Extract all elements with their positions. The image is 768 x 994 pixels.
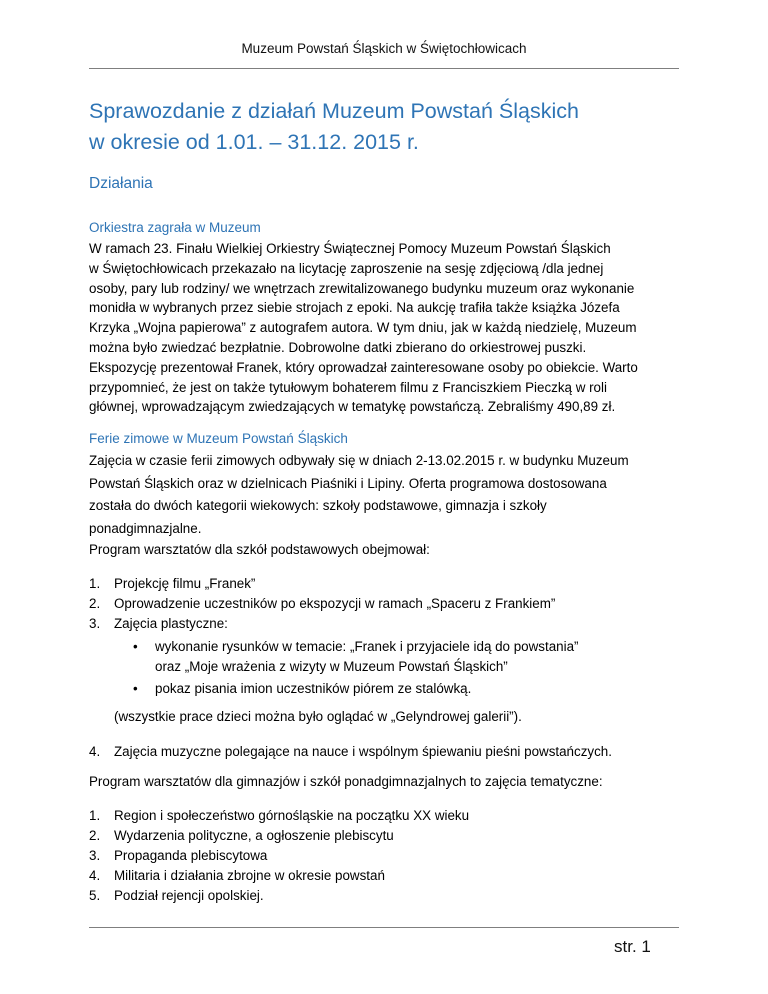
list-text: Propaganda plebiscytowa (114, 848, 268, 863)
primary-program-list-continued (89, 742, 689, 762)
bullet-icon: • (133, 639, 138, 654)
orchestra-heading: Orkiestra zagrała w Muzeum (89, 220, 261, 235)
list-text: Zajęcia plastyczne: (114, 616, 228, 631)
secondary-program-intro: Program warsztatów dla gimnazjów i szkół ponadgimnazjalnych to zajęcia tematyczne: (89, 774, 603, 789)
paragraph-line: przypomnieć, że jest on także tytułowym bohaterem filmu z Franciszkiem Pieczką w roli (89, 379, 607, 395)
bullet-continuation (155, 657, 695, 677)
list-number: 4. (89, 868, 101, 883)
running-header: Muzeum Powstań Śląskich w Świętochłowicach (241, 41, 527, 56)
footer-divider (89, 927, 679, 928)
section-heading: Działania (89, 175, 153, 192)
primary-program-list (89, 574, 689, 634)
list-number: 3. (89, 616, 101, 631)
list-item (89, 806, 689, 826)
bullet-text: oraz „Moje wrażenia z wizyty w Muzeum Powstań Śląskich” (155, 658, 508, 674)
list-number: 1. (89, 576, 101, 591)
list-text: Region i społeczeństwo górnośląskie na początku XX wieku (114, 808, 470, 823)
bullet-item (133, 637, 695, 657)
list-item (89, 866, 689, 886)
list-item (89, 826, 689, 846)
bullet-item (133, 679, 695, 699)
art-activities-list (133, 637, 695, 699)
list-number: 4. (89, 744, 101, 759)
list-text: Militaria i działania zbrojne w okresie powstań (114, 868, 385, 883)
list-number: 2. (89, 828, 101, 843)
paragraph-line: Powstań Śląskich oraz w dzielnicach Piaśniki i Lipiny. Oferta programowa dostosowana (89, 475, 607, 491)
list-text: Podział rejencji opolskiej. (114, 888, 264, 903)
paragraph-line: Zajęcia w czasie ferii zimowych odbywały się w dniach 2-13.02.2015 r. w budynku Muzeum (89, 453, 629, 468)
list-number: 1. (89, 808, 101, 823)
list-number: 2. (89, 596, 101, 611)
paragraph-line: ponadgimnazjalne. (89, 520, 202, 536)
page-number: str. 1 (614, 937, 651, 956)
paragraph-line: została do dwóch kategorii wiekowych: szkoły podstawowe, gimnazja i szkoły (89, 498, 547, 514)
paragraph-line: Ekspozycję prezentował Franek, który oprowadzał zainteresowane osoby po obiekcie. Warto (89, 359, 638, 375)
paragraph-line: w Świętochłowicach przekazało na licytację zaproszenie na sesję zdjęciową /dla jednej (89, 260, 604, 276)
paragraph-line: W ramach 23. Finału Wielkiej Orkiestry Świątecznej Pomocy Muzeum Powstań Śląskich (89, 241, 611, 256)
bullet-text: pokaz pisania imion uczestników piórem ze stalówką. (155, 681, 472, 696)
list-text: Projekcję filmu „Franek” (114, 576, 256, 591)
list-item (89, 886, 689, 906)
primary-program-intro: Program warsztatów dla szkół podstawowych obejmował: (89, 542, 430, 557)
paragraph-line: głównej, wprowadzającym zwiedzających w tematykę powstańczą. Zebraliśmy 490,89 zł. (89, 399, 616, 415)
header-divider (89, 68, 679, 69)
document-title (89, 96, 689, 158)
list-number: 3. (89, 848, 101, 863)
list-text: Wydarzenia polityczne, a ogłoszenie plebiscytu (114, 828, 394, 843)
paragraph-line: monidła w wybranych przez siebie strojach z epoki. Na aukcję trafiła także książka Józefa (89, 300, 620, 316)
bullet-icon: • (133, 681, 138, 696)
list-number: 5. (89, 888, 101, 903)
list-text: Oprowadzenie uczestników po ekspozycji w ramach „Spaceru z Frankiem” (114, 596, 556, 611)
orchestra-paragraph (89, 239, 689, 417)
winter-heading: Ferie zimowe w Muzeum Powstań Śląskich (89, 431, 348, 446)
title-line-2: w okresie od 1.01. – 31.12. 2015 r. (89, 130, 419, 154)
secondary-program-list (89, 806, 689, 906)
paragraph-line: Krzyka „Wojna papierowa” z autografem autora. W tym dniu, jak w każdą niedzielę, Muzeum (89, 320, 637, 336)
winter-paragraph (89, 450, 689, 540)
list-text: Zajęcia muzyczne polegające na nauce i wspólnym śpiewaniu pieśni powstańczych. (114, 744, 612, 759)
list-item (89, 846, 689, 866)
list-item (89, 614, 689, 634)
gallery-note: (wszystkie prace dzieci można było oglądać w „Gelyndrowej galerii”). (114, 709, 522, 724)
bullet-text: wykonanie rysunków w temacie: „Franek i przyjaciele idą do powstania” (155, 639, 579, 654)
title-line-1: Sprawozdanie z działań Muzeum Powstań Śląskich (89, 99, 579, 123)
list-item (89, 742, 689, 762)
paragraph-line: można było zwiedzać bezpłatnie. Dobrowolne datki zbierano do orkiestrowej puszki. (89, 339, 587, 355)
list-item (89, 594, 689, 614)
paragraph-line: osoby, pary lub rodziny/ we wnętrzach zrewitalizowanego budynku muzeum oraz wykonanie (89, 280, 635, 296)
list-item (89, 574, 689, 594)
